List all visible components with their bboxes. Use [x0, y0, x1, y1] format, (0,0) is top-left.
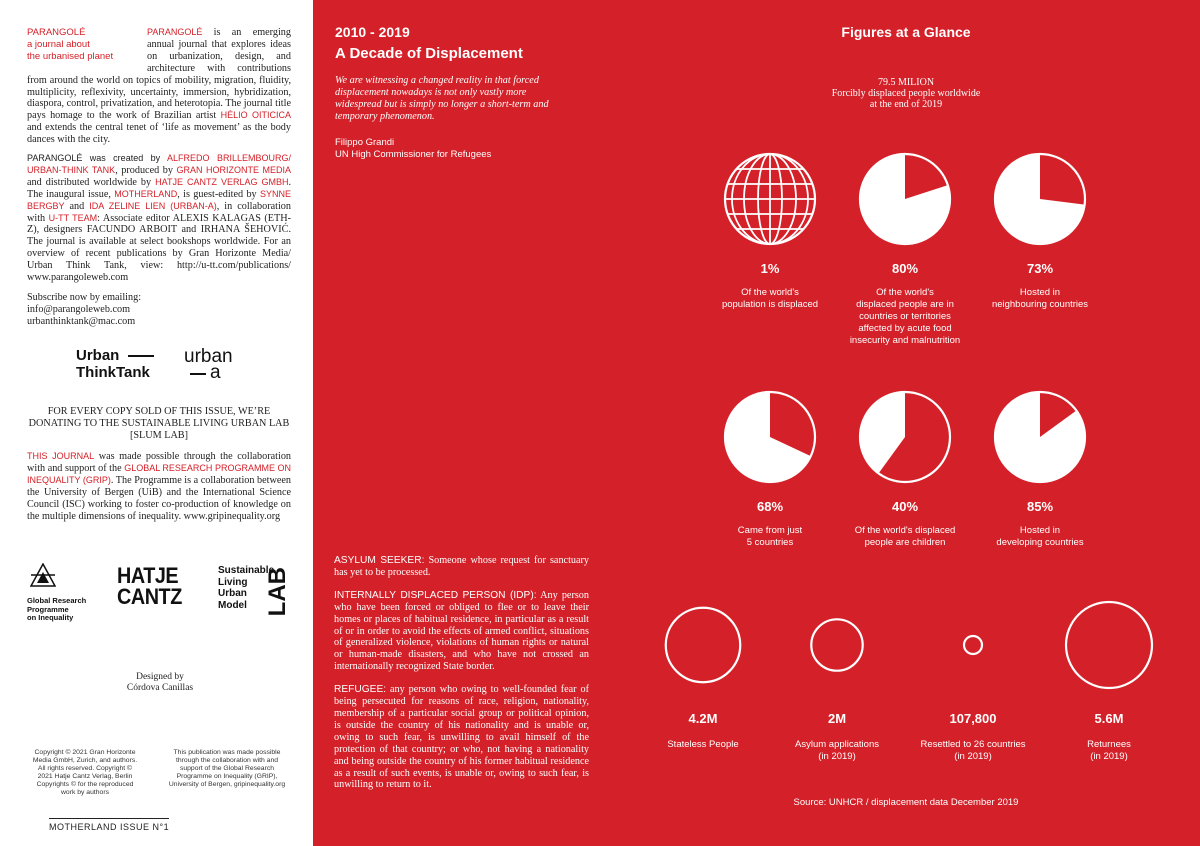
definition-term: REFUGEE: — [334, 684, 387, 696]
pie-caption-line-1: Hosted in — [1019, 525, 1061, 536]
definition-asylum — [334, 555, 589, 579]
bubble-value-label: 5.6M — [1094, 711, 1124, 726]
credits-red-4: MOTHERLAND — [114, 188, 178, 199]
figures-title: Figures at a Glance — [841, 24, 971, 40]
grip-red-2: GLOBAL RESEARCH PROGRAMME ON INEQUALITY (GRIP) — [27, 462, 291, 485]
credits-red-1: ALFREDO BRILLEMBOURG/ URBAN-THINK TANK — [27, 153, 291, 175]
colophon-page — [0, 0, 313, 846]
urban-a-logo — [184, 348, 233, 381]
credits-red-2: GRAN HORIZONTE MEDIA — [176, 164, 291, 175]
bubble-value-label: 107,800 — [949, 711, 997, 726]
slum-logo-line-1: Sustainable — [218, 565, 275, 576]
bubble — [811, 619, 862, 670]
subscribe-label: Subscribe now by emailing: — [27, 292, 142, 303]
credits-text-4: . The inaugural issue, — [27, 176, 291, 200]
definition-idp — [334, 590, 589, 673]
bubble-caption-line-2: (in 2019) — [1090, 751, 1128, 762]
utt-logo-word-2: ThinkTank — [76, 364, 150, 381]
intro-text-2: and extends the central tenet of ‘life as movement’ as the body dances with the city. — [27, 122, 291, 146]
pie-value-label: 40% — [891, 499, 919, 514]
data-source: Source: UNHCR / displacement data December 2019 — [793, 797, 1019, 808]
slum-logo-lab: LAB — [264, 567, 291, 617]
pie-caption-line-1: Of the world's — [876, 287, 934, 298]
page-title: A Decade of Displacement — [335, 45, 523, 62]
support-notice: This publication was made possible through the collaboration with and support of the Global Research Programme on Inequality (GRIP), University of Bergen, gripinequality.org — [168, 749, 286, 788]
pie-caption-line-1: Came from just — [737, 525, 803, 536]
hero-stat-label-1: Forcibly displaced people worldwide — [831, 88, 981, 99]
copyright-notice: Copyright © 2021 Gran Horizonte Media GmbH, Zurich, and authors. All rights reserved. Copyright © 2021 Hatje Cantz Verlag, Berlin Copyrights © for the reproduced work by authors — [32, 749, 138, 796]
bubble-caption-line-1: Resettled to 26 countries — [920, 739, 1026, 750]
grip-text-1: was made possible through the collaboration with and support of the — [27, 451, 292, 474]
pie-value-label: 68% — [756, 499, 784, 514]
pie-value-label: 85% — [1026, 499, 1054, 514]
bubble — [666, 608, 740, 682]
pie-caption-line-1: Of the world's displaced — [854, 525, 956, 536]
bubble-value-label: 4.2M — [688, 711, 718, 726]
utt-logo-word-1: Urban — [76, 347, 120, 364]
intro-text-1: is an emerging annual journal that explores ideas on urbanization, design, and architecture with contributions from around the world on topics of mobility, migration, fluidity, multiplicity, reflexivity, uncertainty, immersion, hybridization, diaspora, control, privatization, and heterotopia. The journal title pays homage to the work of Brazilian artist — [27, 27, 291, 122]
credits-text-1: PARANGOLÉ was created by — [27, 153, 168, 163]
hatje-logo-word-1: HATJE — [117, 563, 179, 588]
credits-red-6: IDA ZELINE LIEN (URBAN-A) — [89, 200, 217, 211]
bubble-caption — [1029, 739, 1189, 763]
slum-logo-line-2: Living — [218, 576, 248, 588]
credits-red-5: SYNNE BERGBY — [27, 188, 291, 211]
grip-red-1: THIS JOURNAL — [27, 451, 95, 461]
grip-logo — [27, 563, 107, 623]
subscribe-block — [27, 292, 291, 328]
issue-label: MOTHERLAND ISSUE N°1 — [49, 818, 169, 832]
brand-tagline-2: the urbanised planet — [27, 51, 114, 62]
credits-text-5: , is guest-edited by — [177, 188, 260, 200]
bubble-caption-line-1: Returnees — [1087, 739, 1131, 750]
bubble-caption-line-1: Asylum applications — [795, 739, 879, 750]
credits-paragraph — [27, 153, 291, 284]
designer-credit — [110, 672, 210, 694]
donation-note: FOR EVERY COPY SOLD OF THIS ISSUE, WE’RE DONATING TO THE SUSTAINABLE LIVING URBAN LAB [SLUM LAB] — [28, 406, 290, 441]
pie-caption-line-2: displaced people are in — [856, 299, 954, 310]
bubble-value-label: 2M — [827, 711, 847, 726]
definition-text: Someone whose request for sanctuary has yet to be processed. — [334, 555, 589, 578]
slum-logo-line-4: Model — [218, 599, 247, 611]
designer-label: Designed by — [136, 672, 184, 682]
grip-logo-line-2: Programme — [27, 604, 69, 614]
pie-caption-line-3: countries or territories — [859, 311, 951, 322]
bubble-caption-line-2: (in 2019) — [954, 751, 992, 762]
pie-caption — [960, 525, 1120, 549]
pie-caption-line-5: insecurity and malnutrition — [849, 335, 961, 346]
bubble-caption-line-2: (in 2019) — [818, 751, 856, 762]
grip-paragraph — [27, 451, 291, 522]
urbana-logo-word: urban — [184, 346, 233, 367]
intro-paragraph — [27, 27, 291, 146]
intro-lead: PARANGOLÉ — [147, 27, 203, 37]
credits-text-3: and distributed worldwide by — [27, 176, 156, 188]
slum-lab-logo — [218, 565, 291, 617]
subscribe-email-1[interactable]: info@parangoleweb.com — [27, 303, 131, 315]
brand-tagline-1: a journal about — [27, 39, 90, 50]
brand-title: PARANGOLÉ — [27, 27, 86, 38]
pie-caption-line-2: people are children — [864, 537, 946, 548]
slum-logo-line-3: Urban — [218, 588, 247, 599]
hatje-cantz-logo — [117, 565, 182, 607]
pie-caption-line-2: population is displaced — [721, 299, 819, 310]
designer-name: Córdova Canillas — [126, 683, 194, 693]
pie-caption-line-2: neighbouring countries — [991, 299, 1089, 310]
credits-text-2: , produced by — [115, 164, 177, 176]
bubble — [964, 636, 982, 654]
credits-red-3: HATJE CANTZ VERLAG GMBH — [155, 176, 289, 187]
definition-term: ASYLUM SEEKER: — [334, 555, 425, 566]
years-heading: 2010 - 2019 — [335, 24, 410, 40]
credits-red-7: U-TT TEAM — [48, 212, 98, 223]
hatje-logo-word-2: CANTZ — [117, 584, 182, 609]
definition-refugee — [334, 684, 589, 791]
urban-think-tank-logo — [76, 347, 154, 381]
definition-term: INTERNALLY DISPLACED PERSON (IDP): — [334, 589, 537, 601]
definition-text: any person who owing to well-founded fear of being persecuted for reasons of race, religion, nationality, membership of a particular social group or political opinion, is outside the country of his nationality and is unable or, owing to such fear, is unwilling to avail himself of the protection of that country; or who, not having a nationality and being outside the country of his former habitual residence as a result of such events, is unable or, owing to such fear, is unwilling to return to it. — [334, 684, 589, 791]
bubble — [1066, 602, 1152, 688]
pie-caption-line-2: developing countries — [996, 537, 1084, 548]
pie-caption-line-1: Of the world's — [741, 287, 799, 298]
pie-caption-line-1: Hosted in — [1019, 287, 1061, 298]
pull-quote: We are witnessing a changed reality in that forced displacement nowadays is not only vastly more widespread but is simply no longer a short-term and temporary phenomenon. — [335, 75, 549, 122]
pie-value-label: 73% — [1026, 261, 1054, 276]
definition-text: Any person who have been forced or obliged to flee or to leave their homes or places of habitual residence, in particular as a result of or in order to avoid the effects of armed conflict, situations of generalized violence, violations of human rights or natural or human-made disasters, and who have not crossed an internationally recognized State border. — [334, 589, 589, 673]
pie-caption-line-4: affected by acute food — [858, 323, 952, 334]
credits-text-6: and — [64, 200, 90, 212]
pie-caption — [960, 287, 1120, 311]
grip-logo-line-1: Global Research — [27, 596, 87, 605]
pie-value-label: 80% — [891, 261, 919, 276]
infographic-page — [313, 0, 1200, 846]
grip-triangle-icon — [30, 563, 56, 589]
hero-stat-value: 79.5 MILION — [877, 77, 935, 88]
credits-text-8: : Associate editor ALEXIS KALAGAS (ETH-Z), designers FACUNDO ARBOIT and IRHANA ŠEHOVIĆ. The journal is available at select bookshops worldwide. For an overview of recent publications by Gran Horizonte Media/ Urban Think Tank, view: http://u-tt.com/publications/ www.parangoleweb.com — [27, 212, 291, 284]
quote-author-role: UN High Commissioner for Refugees — [335, 149, 492, 160]
subscribe-email-2[interactable]: urbanthinktank@mac.com — [27, 315, 136, 327]
pie-caption-line-2: 5 countries — [746, 537, 794, 548]
definitions — [334, 555, 589, 802]
hero-stat-label-2: at the end of 2019 — [869, 99, 943, 110]
bubble-caption-line-1: Stateless People — [667, 739, 739, 750]
intro-artist: HÉLIO OITICICA — [220, 110, 291, 121]
urbana-logo-letter: a — [210, 362, 221, 383]
grip-logo-line-3: on Inequality — [27, 613, 74, 622]
credits-text-7: , in collaboration with — [27, 200, 291, 224]
pie-value-label: 1% — [760, 261, 780, 276]
grip-text-2: . The Programme is a collaboration between the University of Bergen (UiB) and the International Science Council (ISC) working to foster co-production of knowledge on the multiple dimensions of inequality. www.gripinequality.org — [27, 474, 291, 522]
quote-author-name: Filippo Grandi — [335, 137, 395, 148]
